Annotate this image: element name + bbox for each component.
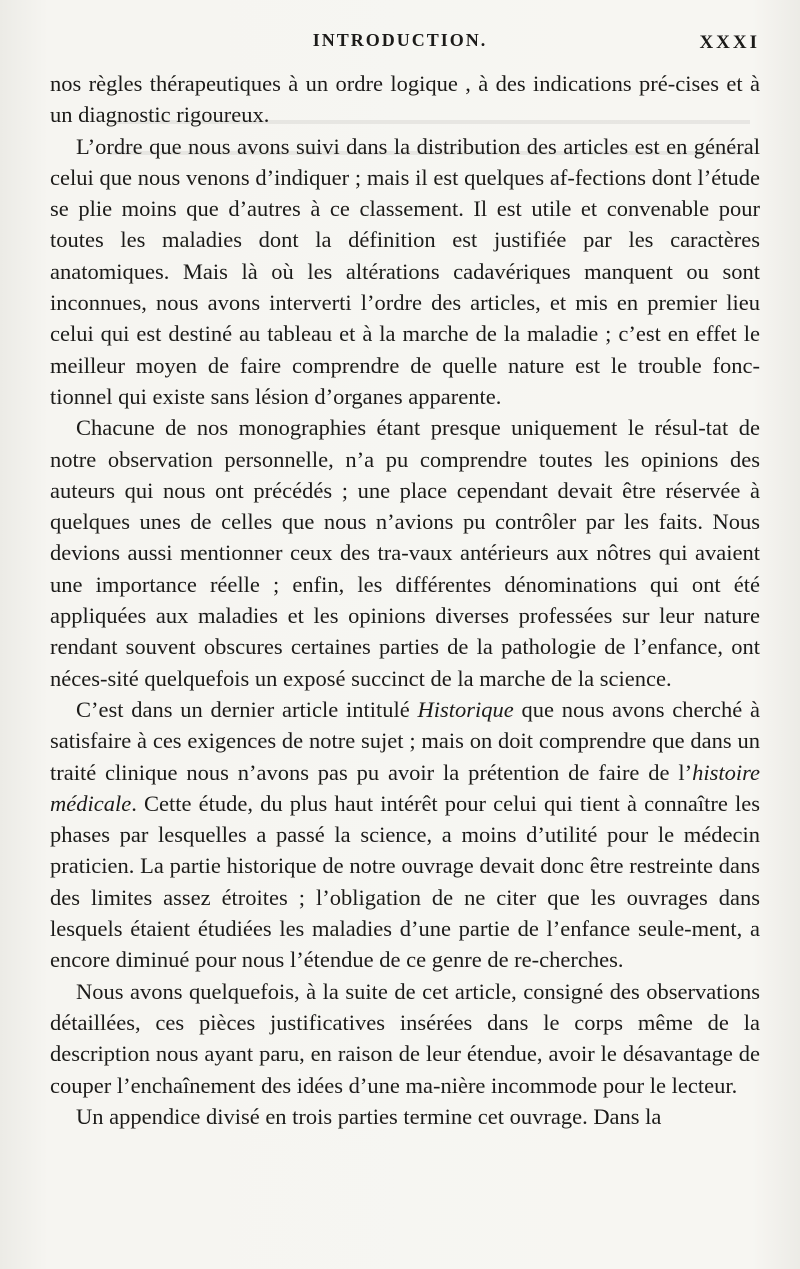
paragraph [50,131,760,413]
paragraph-text: L’ordre que nous avons suivi dans la distribution des articles est en général celui que nous venons d’indiquer ; mais il est quelques af-fections dont l’étude se plie moins que d’autres à ce classement. Il est utile et convenable pour toutes les maladies dont la définition est justifiée par les caractères anatomiques. Mais là où les altérations cadavériques manquent ou sont inconnues, nous avons interverti l’ordre des articles, et mis en premier lieu celui qui est destiné au tableau et à la marche de la maladie ; c’est en effet le meilleur moyen de faire comprendre de quelle nature est le trouble fonc-tionnel qui existe sans lésion d’organes apparente. [50,133,760,409]
running-head-title: INTRODUCTION. [312,30,488,50]
paragraph-text: Nous avons quelquefois, à la suite de cet article, consigné des observations détaillées, ces pièces justificatives insérées dans le corps même de la description nous ayant paru, en raison de leur étendue, avoir le désavantage de couper l’enchaînement des idées d’une ma-nière incommode pour le lecteur. [50,978,760,1098]
paragraph-text: nos règles thérapeutiques à un ordre logique , à des indications pré-cises et à un diagnostic rigoureux. [50,71,760,128]
paragraph [50,68,760,131]
paragraph-text: que nous avons cherché à satisfaire à ces exigences de notre sujet ; mais on doit comprendre que dans un traité clinique nous n’avons pas pu avoir la prétention de faire de l’ [50,696,760,785]
paragraph [50,1101,760,1132]
paragraph [50,412,760,694]
paragraph-text: . Cette étude, du plus haut intérêt pour celui qui tient à connaître les phases par lesquelles a passé la science, a moins d’utilité pour le médecin praticien. La partie historique de notre ouvrage devait donc être restreinte dans des limites assez étroites ; l’obligation de ne citer que les ouvrages dans lesquels étaient étudiées les maladies d’une partie de l’enfance seule-ment, a encore diminué pour nous l’étendue de ce genre de re-cherches. [50,790,760,973]
paragraph-text: C’est dans un dernier article intitulé [76,696,418,722]
italic-text: Historique [417,696,514,722]
body-text [50,68,760,1132]
paragraph [50,694,760,976]
italic-text: histoire médicale [50,759,760,816]
paragraph-text: Chacune de nos monographies étant presque uniquement le résul-tat de notre observation personnelle, n’a pu comprendre toutes les opinions des auteurs qui nous ont précédés ; une place cependant devait être réservée à quelques unes de celles que nous n’avions pu contrôler par les faits. Nous devions aussi mentionner ceux des tra-vaux antérieurs aux nôtres qui avaient une importance réelle ; enfin, les différentes dénominations qui ont été appliquées aux maladies et les opinions diverses professées sur leur nature rendant souvent obscures certaines parties de la pathologie de l’enfance, ont néces-sité quelquefois un exposé succinct de la marche de la science. [50,415,760,691]
page-number: XXXI [699,32,760,53]
paragraph [50,976,760,1101]
running-head [0,30,800,60]
paragraph-text: Un appendice divisé en trois parties termine cet ouvrage. Dans la [76,1103,662,1129]
